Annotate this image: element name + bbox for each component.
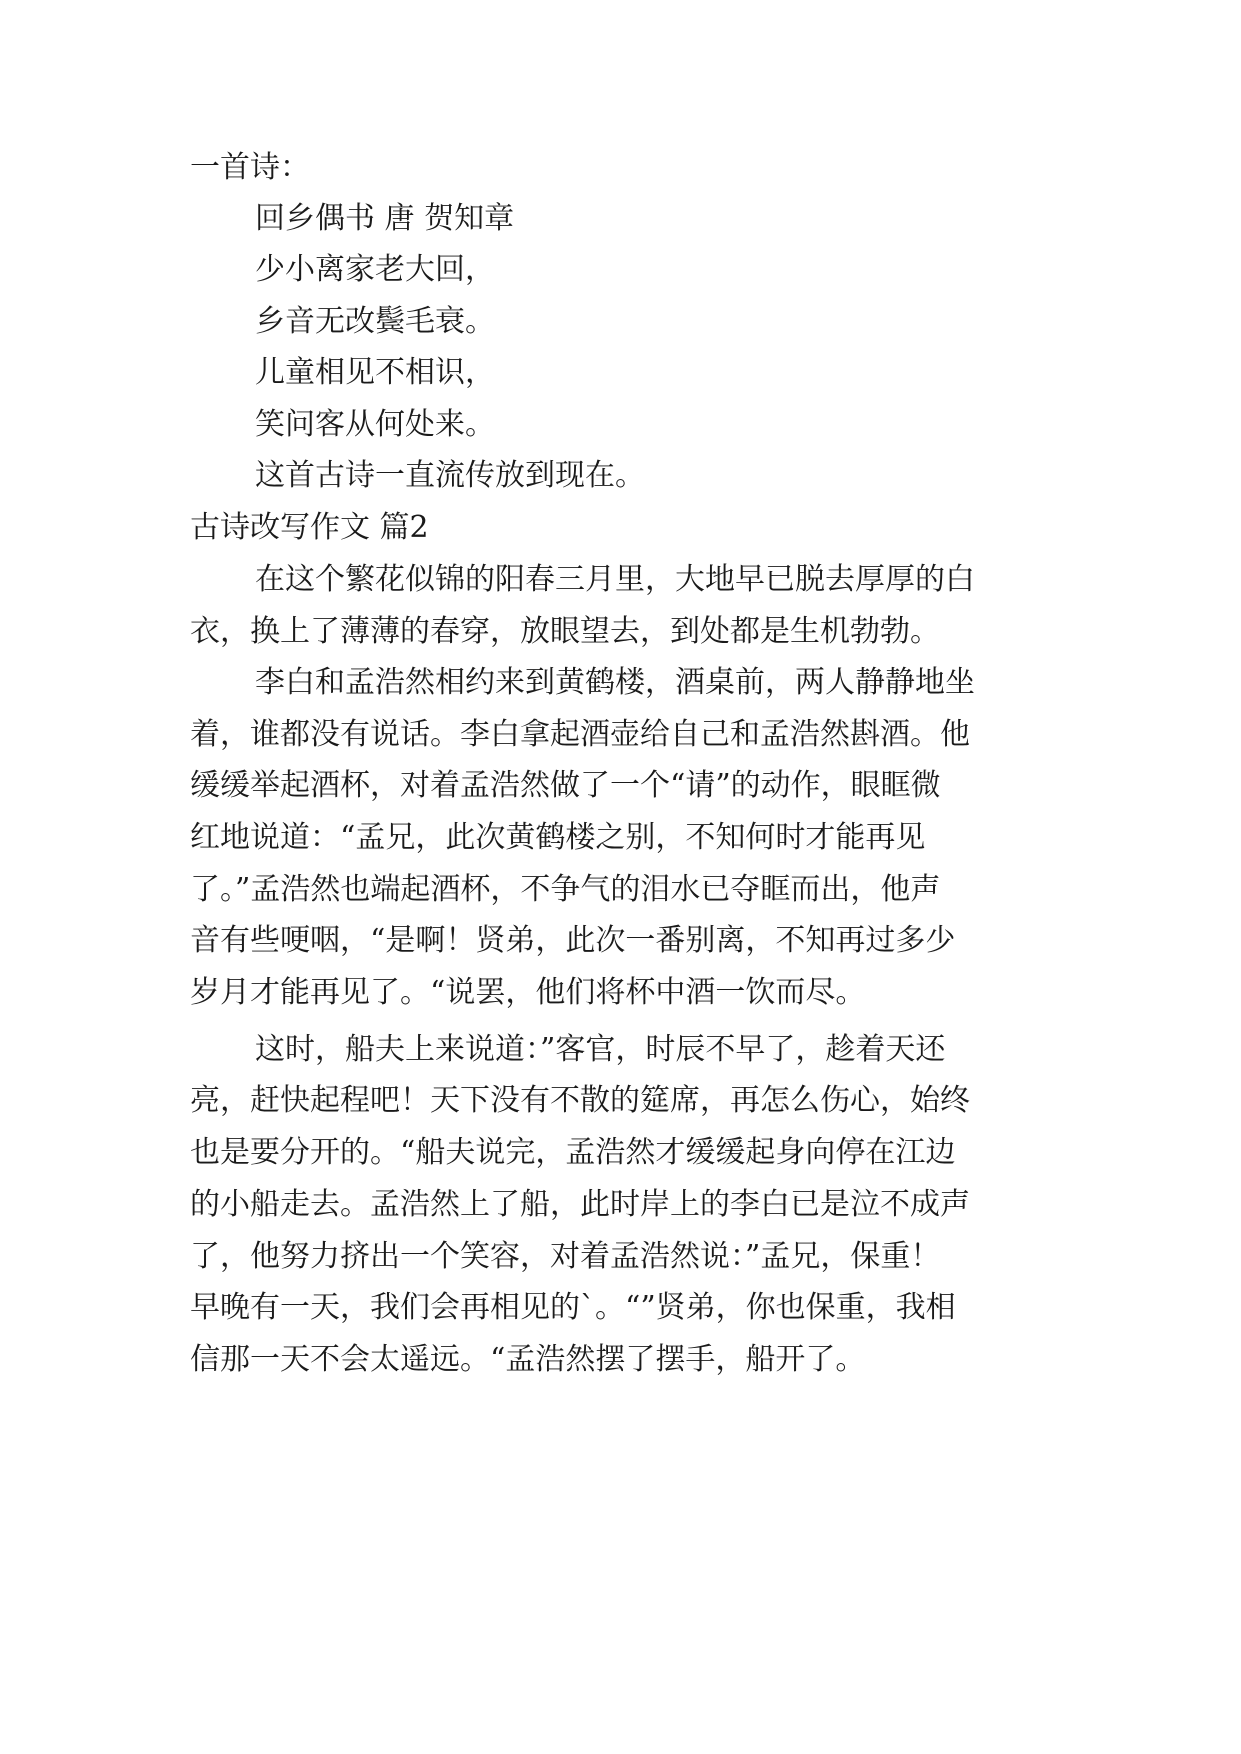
poem-line: 少小离家老大回， (255, 252, 495, 287)
paragraph-line: 也是要分开的。“船夫说完，孟浩然才缓缓起身向停在江边 (190, 1135, 956, 1170)
poem-line: 儿童相见不相识， (255, 355, 495, 390)
paragraph-line: 红地说道：“孟兄，此次黄鹤楼之别，不知何时才能再见 (190, 820, 926, 855)
paragraph-line: 缓缓举起酒杯，对着孟浩然做了一个“请”的动作，眼眶微 (190, 768, 941, 803)
poem-title-line: 回乡偶书 唐 贺知章 (255, 201, 515, 236)
paragraph-line: 李白和孟浩然相约来到黄鹤楼，酒桌前，两人静静地坐 (255, 665, 975, 700)
poem-line: 笑问客从何处来。 (255, 407, 495, 442)
paragraph-line: 音有些哽咽，“是啊！贤弟，此次一番别离，不知再过多少 (190, 923, 956, 958)
paragraph-line: 着，谁都没有说话。李白拿起酒壶给自己和孟浩然斟酒。他 (190, 717, 970, 752)
text-line: 这首古诗一直流传放到现在。 (255, 458, 645, 493)
poem-line: 乡音无改鬓毛衰。 (255, 304, 495, 339)
paragraph-line: 这时，船夫上来说道：”客官，时辰不早了，趁着天还 (255, 1032, 946, 1067)
paragraph-line: 衣，换上了薄薄的春穿，放眼望去，到处都是生机勃勃。 (190, 614, 940, 649)
paragraph-line: 的小船走去。孟浩然上了船，此时岸上的李白已是泣不成声 (190, 1187, 970, 1222)
paragraph-line: 了。”孟浩然也端起酒杯，不争气的泪水已夺眶而出，他声 (190, 872, 941, 907)
section-heading: 古诗改写作文 篇2 (190, 510, 429, 545)
paragraph-line: 在这个繁花似锦的阳春三月里，大地早已脱去厚厚的白 (255, 562, 975, 597)
paragraph-line: 早晚有一天，我们会再相见的`。“”贤弟，你也保重，我相 (190, 1290, 956, 1325)
paragraph-line: 了，他努力挤出一个笑容，对着孟浩然说：”孟兄，保重！ (190, 1239, 941, 1274)
paragraph-line: 亮，赶快起程吧！天下没有不散的筵席，再怎么伤心，始终 (190, 1083, 970, 1118)
text-line: 一首诗： (190, 150, 310, 185)
paragraph-line: 岁月才能再见了。“说罢，他们将杯中酒一饮而尽。 (190, 975, 866, 1010)
paragraph-line: 信那一天不会太遥远。“孟浩然摆了摆手，船开了。 (190, 1342, 866, 1377)
